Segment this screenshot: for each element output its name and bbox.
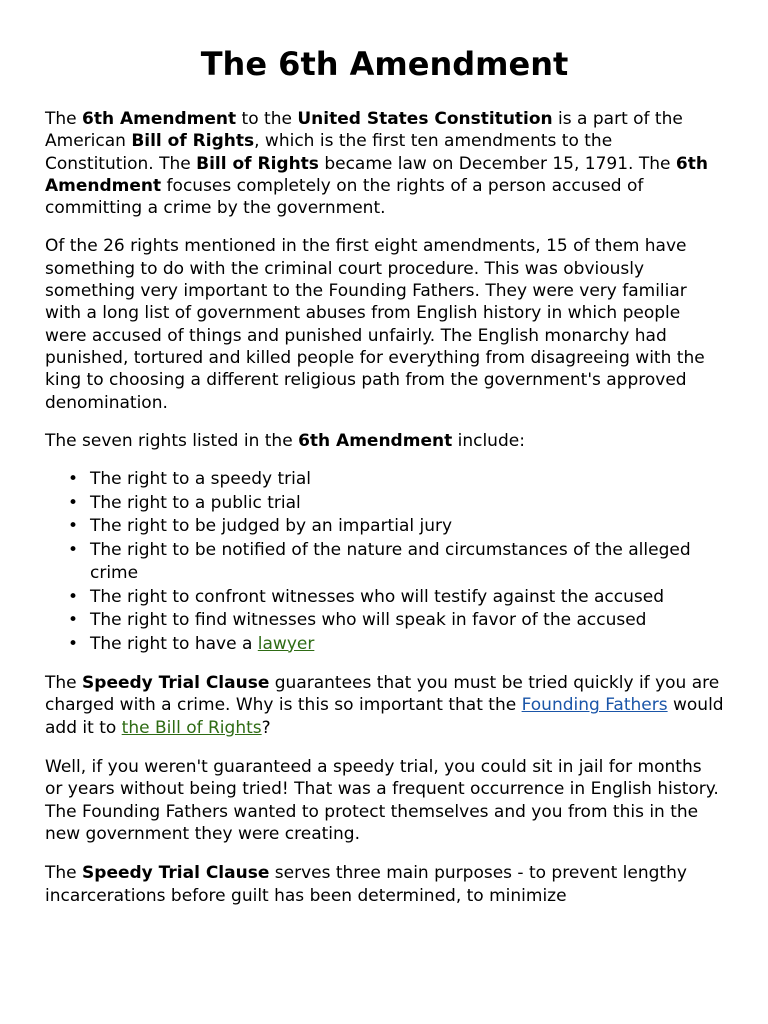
list-item — [67, 539, 724, 586]
list-item-text: The right to confront witnesses who will testify against the accused — [90, 586, 664, 607]
list-item — [67, 515, 724, 539]
text-span: , which is the first ten amendments to the Constitution. The — [45, 131, 613, 174]
founding-fathers-link[interactable]: Founding Fathers — [521, 695, 668, 716]
bold-term: Speedy Trial Clause — [82, 673, 270, 694]
rights-intro-paragraph — [45, 430, 724, 452]
list-item-text: The right to have a — [90, 633, 258, 654]
text-span: ? — [261, 717, 271, 738]
text-span: The — [45, 673, 83, 694]
list-item — [67, 586, 724, 610]
list-item — [67, 468, 724, 492]
lawyer-link[interactable]: lawyer — [257, 633, 315, 654]
bullet-icon: • — [67, 610, 79, 631]
bold-term: Bill of Rights — [131, 131, 255, 152]
text-span: serves three main purposes - to prevent lengthy incarcerations before guilt has been determined, to minimize — [45, 863, 687, 906]
bullet-icon: • — [67, 516, 79, 537]
bullet-icon: • — [67, 492, 79, 513]
text-span: would add it to — [45, 695, 724, 738]
list-item-text: The right to a public trial — [90, 492, 301, 513]
list-item-text: The right to a speedy trial — [90, 469, 311, 490]
list-item-text: The right to find witnesses who will speak in favor of the accused — [90, 610, 647, 631]
text-span: The seven rights listed in the — [45, 430, 299, 451]
bold-term: United States Constitution — [297, 109, 553, 129]
bullet-icon: • — [67, 586, 79, 607]
bold-term: 6th Amendment — [82, 109, 237, 129]
speedy-trial-paragraph — [45, 672, 724, 739]
text-span: is a part of the American — [45, 109, 683, 152]
text-span: The — [45, 109, 83, 129]
list-item-text: The right to be judged by an impartial jury — [90, 516, 453, 537]
bullet-icon: • — [67, 633, 79, 654]
page-title: The 6th Amendment — [200, 45, 569, 83]
bold-term: Speedy Trial Clause — [82, 863, 270, 884]
rights-context-paragraph: Of the 26 rights mentioned in the first eight amendments, 15 of them have something to do with the criminal court procedure. This was obviously something very important to the Founding Fathers. They were very familiar with a long list of government abuses from English history in which people were accused of things and punished unfairly. The English monarchy had punished, tortured and killed people for everything from disagreeing with the king to choosing a different religious path from the government's approved denomination. — [45, 236, 705, 413]
list-item-text: The right to be notified of the nature and circumstances of the alleged crime — [90, 539, 691, 584]
bold-term: 6th Amendment — [45, 153, 708, 196]
text-span: to the — [236, 109, 298, 129]
bill-of-rights-link[interactable]: the Bill of Rights — [121, 717, 262, 738]
bold-term: Bill of Rights — [196, 153, 319, 174]
bold-term: 6th Amendment — [298, 430, 453, 451]
text-span: focuses completely on the rights of a person accused of committing a crime by the government. — [45, 175, 644, 219]
text-span: became law on December 15, 1791. The — [318, 153, 676, 174]
bullet-icon: • — [67, 539, 79, 560]
intro-paragraph — [45, 108, 724, 219]
list-item — [67, 492, 724, 516]
bullet-icon: • — [67, 469, 79, 490]
text-span: guarantees that you must be tried quickly if you are charged with a crime. Why is this so important that the — [45, 673, 720, 716]
rights-list — [45, 468, 724, 656]
text-span: The — [45, 863, 83, 884]
purposes-paragraph — [45, 862, 724, 907]
list-item — [67, 609, 724, 633]
history-paragraph: Well, if you weren't guaranteed a speedy trial, you could sit in jail for months or years without being tried! That was a frequent occurrence in English history. The Founding Fathers wanted to protect themselves and you from this in the new government they were creating. — [45, 757, 719, 844]
list-item — [67, 633, 724, 657]
text-span: include: — [452, 430, 525, 451]
